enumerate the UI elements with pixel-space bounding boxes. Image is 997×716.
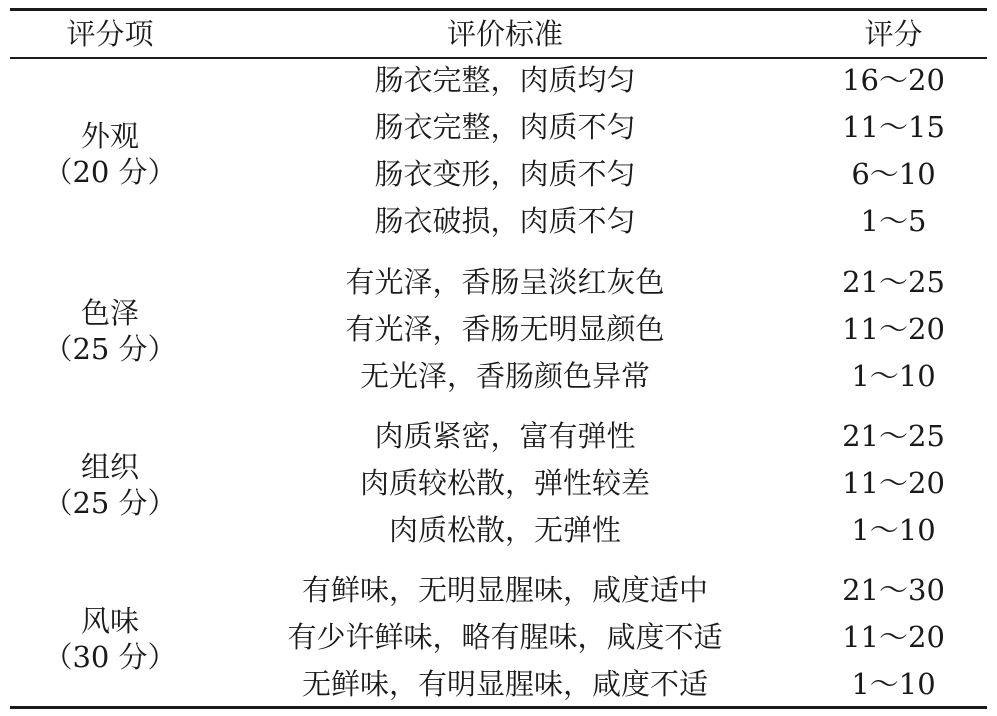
category-name: 风味	[80, 604, 139, 638]
criterion-cell: 肉质紧密，富有弹性	[374, 419, 636, 453]
criterion-cell: 有少许鲜味，略有腥味，咸度不适	[287, 620, 723, 654]
table-top-rule	[10, 8, 987, 11]
score-cell: 1～5	[860, 204, 927, 238]
category-texture	[10, 449, 210, 521]
criterion-cell: 肠衣变形，肉质不匀	[374, 157, 636, 191]
category-name: 组织	[80, 450, 139, 484]
score-cell: 21～25	[842, 265, 945, 299]
criterion-cell: 肠衣完整，肉质不匀	[374, 110, 636, 144]
category-appearance	[10, 118, 210, 190]
score-cell: 1～10	[851, 667, 936, 701]
criterion-cell: 肉质松散，无弹性	[388, 513, 621, 547]
header-criteria: 评价标准	[446, 17, 563, 51]
score-cell: 11～20	[842, 620, 945, 654]
score-cell: 1～10	[851, 359, 936, 393]
criterion-cell: 无鲜味，有明显腥味，咸度不适	[301, 667, 708, 701]
criterion-cell: 有鲜味，无明显腥味，咸度适中	[301, 573, 708, 607]
category-points: （25 分）	[43, 486, 177, 520]
category-name: 外观	[80, 119, 139, 153]
category-points: （20 分）	[43, 155, 177, 189]
header-item: 评分项	[66, 17, 154, 51]
score-cell: 11～15	[842, 110, 945, 144]
score-cell: 16～20	[842, 63, 945, 97]
score-cell: 21～25	[842, 419, 945, 453]
score-cell: 6～10	[851, 157, 936, 191]
score-cell: 1～10	[851, 513, 936, 547]
category-color	[10, 295, 210, 367]
criterion-cell: 有光泽，香肠无明显颜色	[345, 312, 665, 346]
score-cell: 21～30	[842, 573, 945, 607]
score-cell: 11～20	[842, 312, 945, 346]
score-cell: 11～20	[842, 466, 945, 500]
category-points: （30 分）	[43, 640, 177, 674]
criterion-cell: 肠衣破损，肉质不匀	[374, 204, 636, 238]
category-flavor	[10, 603, 210, 675]
criterion-cell: 肉质较松散，弹性较差	[359, 466, 650, 500]
category-points: （25 分）	[43, 332, 177, 366]
category-name: 色泽	[80, 296, 139, 330]
criterion-cell: 肠衣完整，肉质均匀	[374, 63, 636, 97]
criterion-cell: 有光泽，香肠呈淡红灰色	[345, 265, 665, 299]
criterion-cell: 无光泽，香肠颜色异常	[359, 359, 650, 393]
header-score: 评分	[864, 17, 923, 51]
table-bottom-rule	[10, 706, 987, 709]
